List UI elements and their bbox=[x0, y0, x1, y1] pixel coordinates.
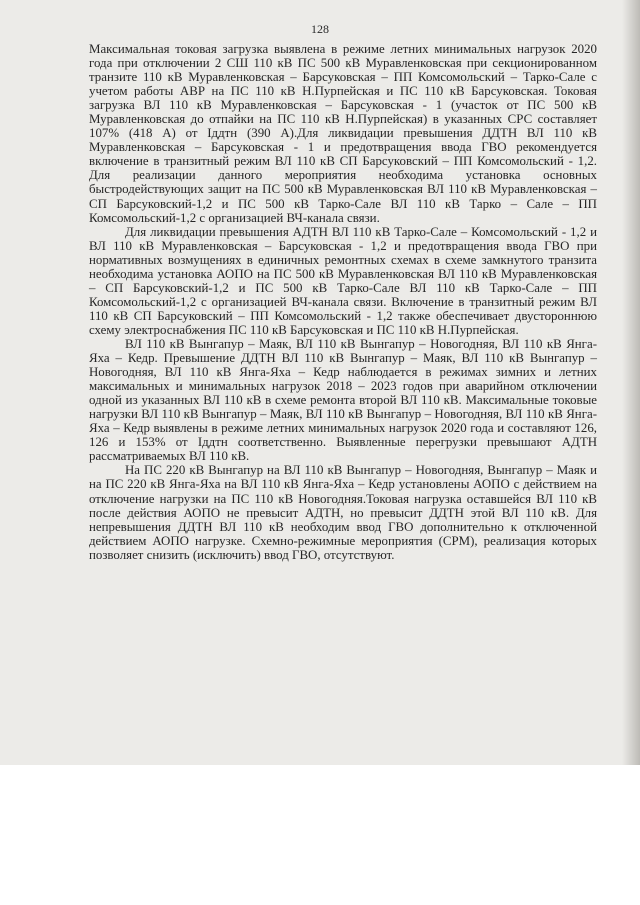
blank-area bbox=[0, 765, 640, 905]
document-body bbox=[89, 42, 597, 562]
paragraph-1: Максимальная токовая загрузка выявлена в режиме летних минимальных нагрузок 2020 года при отключении 2 СШ 110 кВ ПС 500 кВ Муравленковская при секционированном транзите 110 кВ Муравленковская – Барсуковская – ПП Комсомольский – Тарко-Сале с учетом работы АВР на ПС 110 кВ Н.Пурпейская и ПС 110 кВ Барсуковская. Токовая загрузка ВЛ 110 кВ Муравленковская – Барсуковская - 1 (участок от ПС 500 кВ Муравленковская до отпайки на ПС 110 кВ Н.Пурпейская) в указанных СРС составляет 107% (418 А) от Iддтн (390 А).Для ликвидации превышения ДДТН ВЛ 110 кВ Муравленковская – Барсуковская - 1 и предотвращения ввода ГВО рекомендуется включение в транзитный режим ВЛ 110 кВ СП Барсуковский – ПП Комсомольский - 1,2. Для реализации данного мероприятия необходима установка основных быстродействующих защит на ПС 500 кВ Муравленковская ВЛ 110 кВ Муравленковская – СП Барсуковский-1,2 и ПС 500 кВ Тарко-Сале ВЛ 110 кВ Тарко – Сале – ПП Комсомольский-1,2 с организацией ВЧ-канала связи. bbox=[89, 42, 597, 225]
paragraph-3: ВЛ 110 кВ Вынгапур – Маяк, ВЛ 110 кВ Вынгапур – Новогодняя, ВЛ 110 кВ Янга-Яха – Кедр. Превышение ДДТН ВЛ 110 кВ Вынгапур – Маяк, ВЛ 110 кВ Вынгапур – Новогодняя, ВЛ 110 кВ Янга-Яха – Кедр наблюдается в режимах зимних и летних максимальных и минимальных нагрузок 2018 – 2023 годов при аварийном отключении одной из указанных ВЛ 110 кВ в схеме ремонта второй ВЛ 110 кВ. Максимальные токовые нагрузки ВЛ 110 кВ Вынгапур – Маяк, ВЛ 110 кВ Вынгапур – Новогодняя, ВЛ 110 кВ Янга-Яха – Кедр выявлены в режиме летних минимальных нагрузок 2020 года и составляют 126, 126 и 153% от Iддтн соответственно. Выявленные перегрузки превышают АДТН рассматриваемых ВЛ 110 кВ. bbox=[89, 336, 597, 464]
paragraph-2: Для ликвидации превышения АДТН ВЛ 110 кВ Тарко-Сале – Комсомольский - 1,2 и ВЛ 110 кВ Муравленковская – Барсуковская - 1,2 и предотвращения ввода ГВО при нормативных возмущениях в единичных ремонтных схемах в схеме замкнутого транзита необходима установка АОПО на ПС 500 кВ Муравленковская ВЛ 110 кВ Муравленковская – СП Барсуковский-1,2 и ПС 500 кВ Тарко-Сале ВЛ 110 кВ Тарко-Сале – ПП Комсомольский-1,2 с организацией ВЧ-канала связи. Включение в транзитный режим ВЛ 110 кВ СП Барсуковский – ПП Комсомольский - 1,2 также обеспечивает двустороннюю схему электроснабжения ПС 110 кВ Барсуковская и ПС 110 кВ Н.Пурпейская. bbox=[89, 224, 597, 337]
page-number: 128 bbox=[311, 22, 329, 36]
paragraph-4: На ПС 220 кВ Вынгапур на ВЛ 110 кВ Вынгапур – Новогодняя, Вынгапур – Маяк и на ПС 220 кВ Янга-Яха на ВЛ 110 кВ Янга-Яха – Кедр установлены АОПО с действием на отключение нагрузки на ПС 110 кВ Новогодняя.Токовая нагрузка оставшейся ВЛ 110 кВ после действия АОПО не превысит АДТН, но превысит ДДТН этой ВЛ 110 кВ. Для непревышения ДДТН ВЛ 110 кВ необходим ввод ГВО дополнительно к отключенной действием АОПО нагрузке. Схемно-режимные мероприятия (СРМ), реализация которых позволяет снизить (исключить) ввод ГВО, отсутствуют. bbox=[89, 463, 597, 562]
scan-shadow-edge bbox=[622, 0, 640, 765]
